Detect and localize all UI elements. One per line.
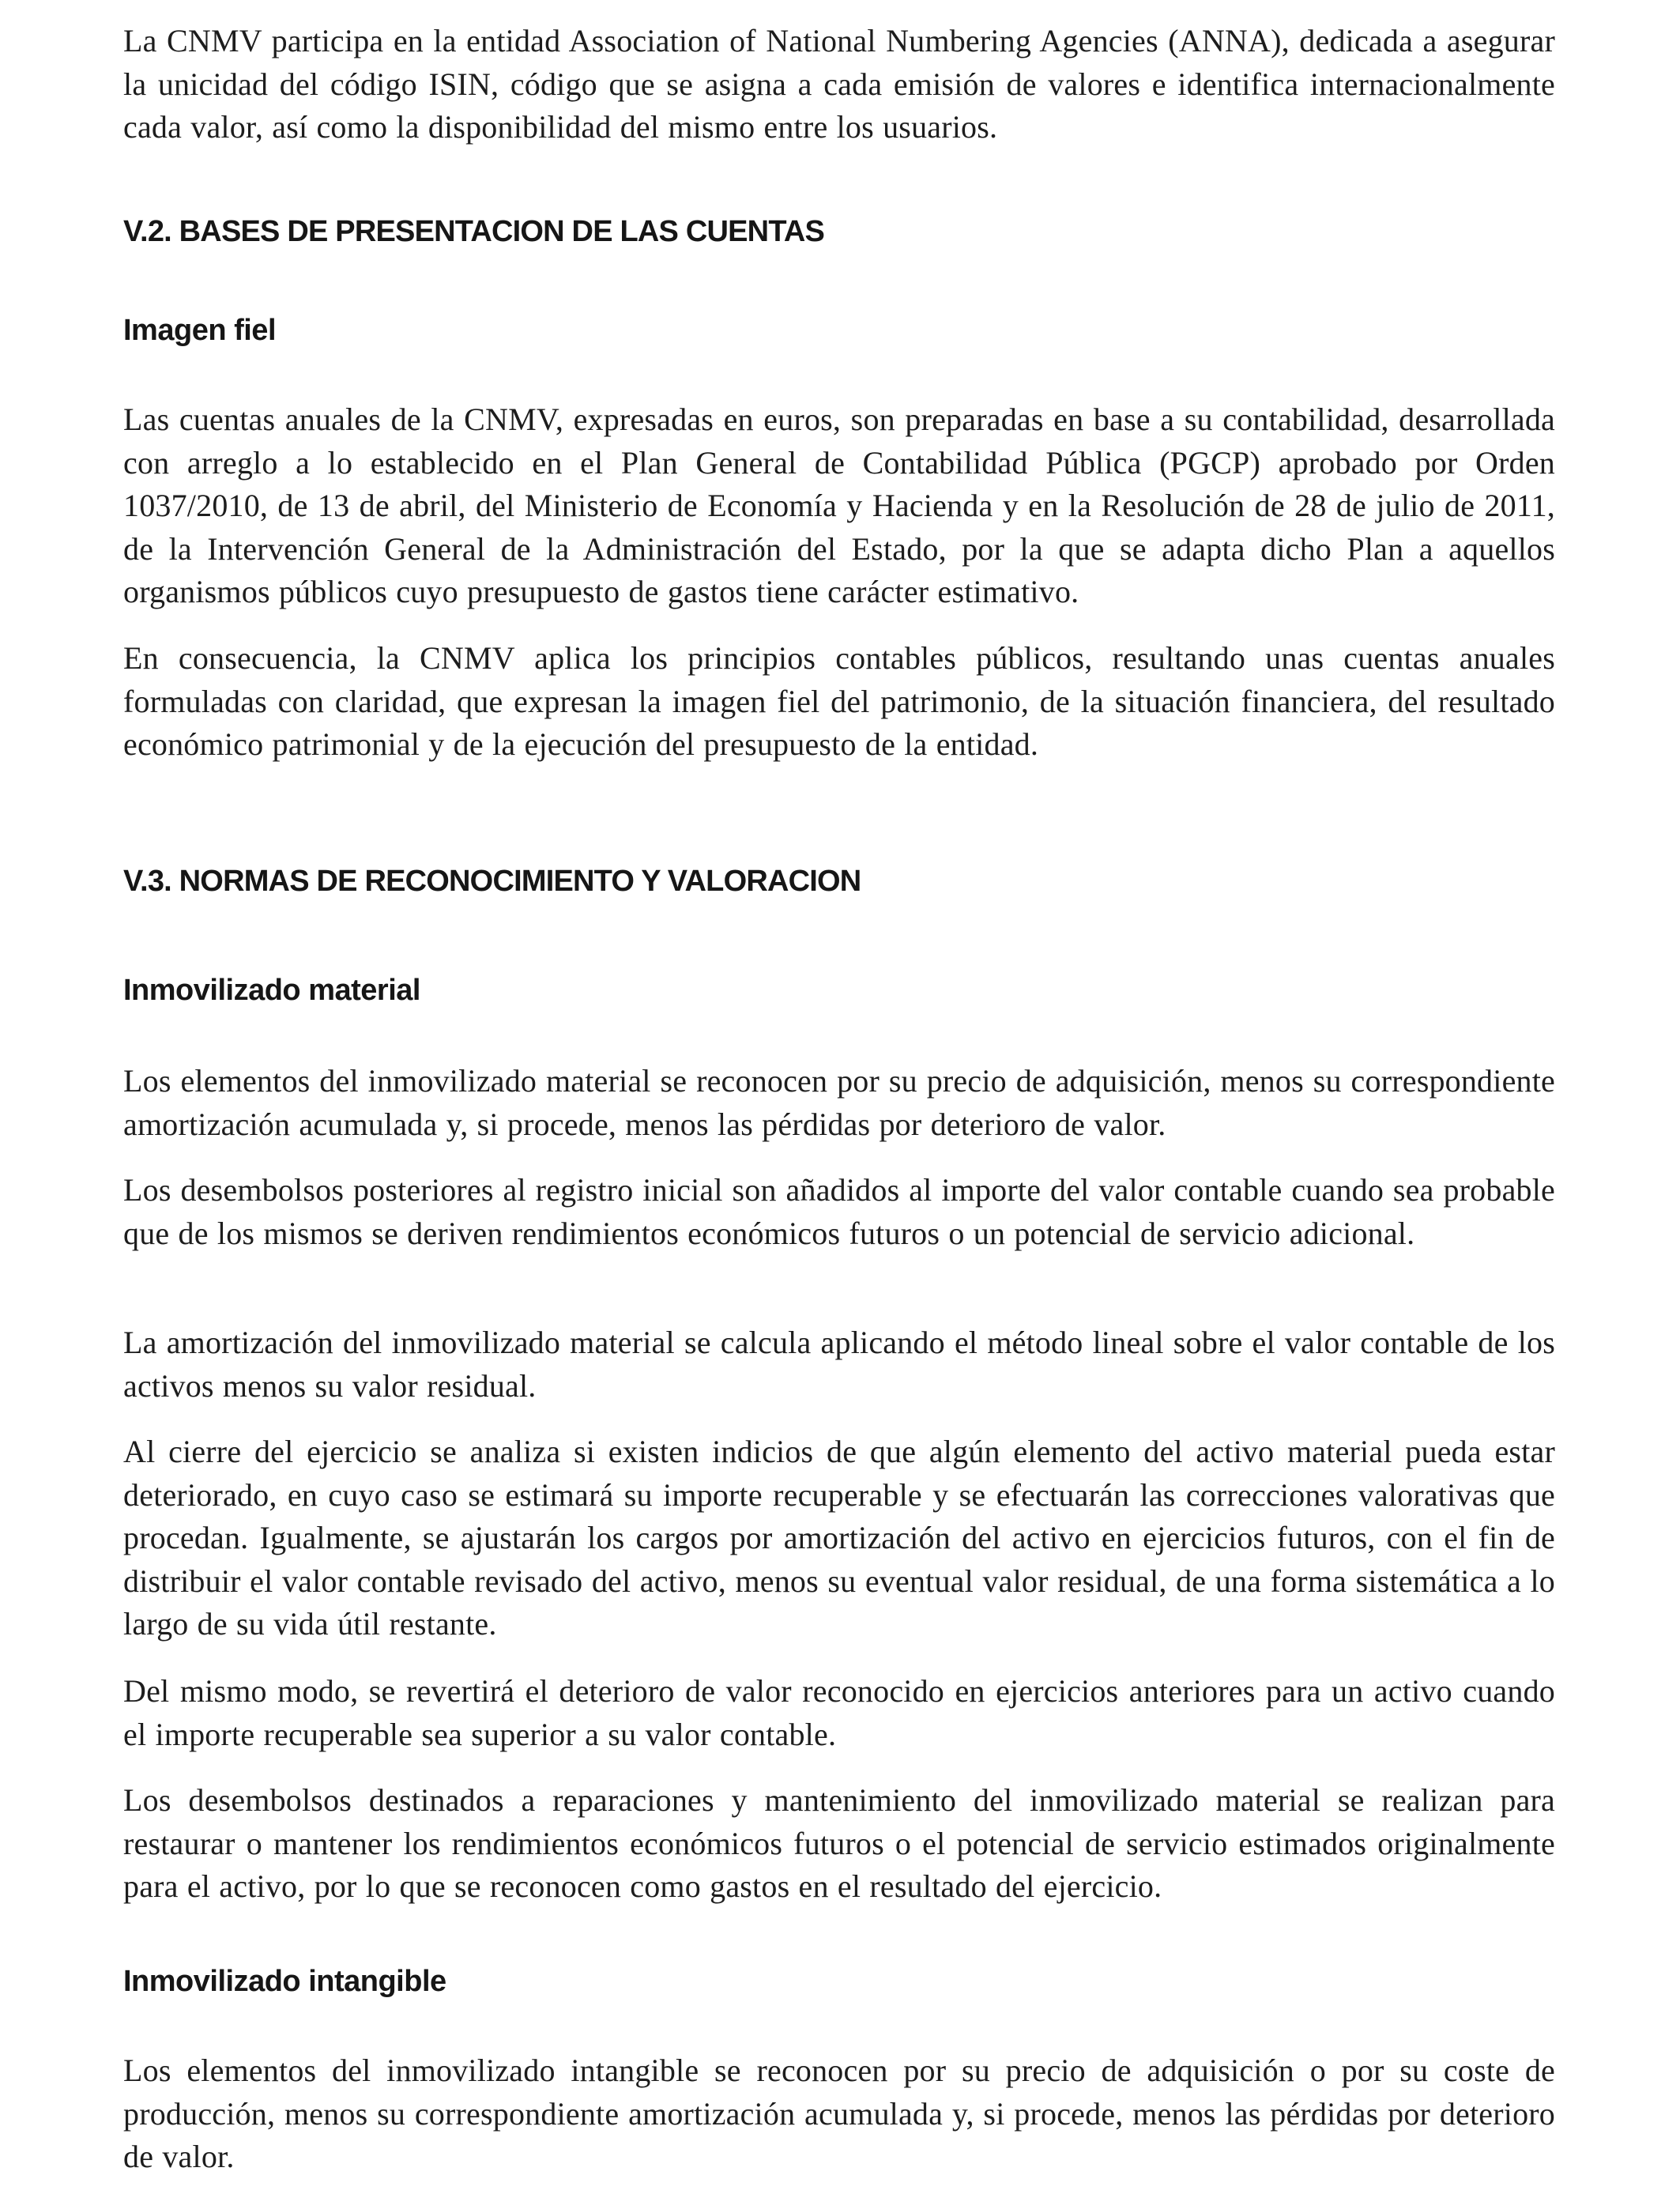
document-page [123,0,1555,2194]
paragraph-cuentas-anuales: Las cuentas anuales de la CNMV, expresadas en euros, son preparadas en base a su contabilidad, desarrollada con arreglo a lo establecido en el Plan General de Contabilidad Pública (PGCP) aprobado por Orden 1037/2010, de 13 de abril, del Ministerio de Economía y Hacienda y en la Resolución de 28 de julio de 2011, de la Intervención General de la Administración del Estado, por la que se adapta dicho Plan a aquellos organismos públicos cuyo presupuesto de gastos tiene carácter estimativo. [123,401,1555,609]
paragraph-material-deterioro: Al cierre del ejercicio se analiza si existen indicios de que algún elemento del activo material pueda estar deteriorado, en cuyo caso se estimará su importe recuperable y se efectuarán las correcciones valorativas que procedan. Igualmente, se ajustarán los cargos por amortización del activo en ejercicios futuros, con el fin de distribuir el valor contable revisado del activo, menos su eventual valor residual, de una forma sistemática a lo largo de su vida útil restante. [123,1434,1555,1642]
paragraph-material-reconocimiento: Los elementos del inmovilizado material se reconocen por su precio de adquisición, menos su correspondiente amortización acumulada y, si procede, menos las pérdidas por deterioro de valor. [123,1063,1555,1142]
subsection-heading-inmovilizado-intangible: Inmovilizado intangible [123,1965,446,1998]
paragraph-material-amortizacion: La amortización del inmovilizado material se calcula aplicando el método lineal sobre el valor contable de los activos menos su valor residual. [123,1325,1555,1404]
paragraph-material-reparaciones: Los desembolsos destinados a reparaciones y mantenimiento del inmovilizado material se realizan para restaurar o mantener los rendimientos económicos futuros o el potencial de servicio estimados originalmente para el activo, por lo que se reconocen como gastos en el resultado del ejercicio. [123,1782,1555,1904]
paragraph-material-reversion: Del mismo modo, se revertirá el deterioro de valor reconocido en ejercicios anteriores para un activo cuando el importe recuperable sea superior a su valor contable. [123,1673,1555,1752]
paragraph-material-desembolsos: Los desembolsos posteriores al registro inicial son añadidos al importe del valor contable cuando sea probable que de los mismos se deriven rendimientos económicos futuros o un potencial de servicio adicional. [123,1172,1555,1251]
section-heading-v2: V.2. BASES DE PRESENTACION DE LAS CUENTAS [123,215,825,248]
section-heading-v3: V.3. NORMAS DE RECONOCIMIENTO Y VALORACION [123,865,861,898]
subsection-heading-imagen-fiel: Imagen fiel [123,314,276,347]
paragraph-anna: La CNMV participa en la entidad Association of National Numbering Agencies (ANNA), dedicada a asegurar la unicidad del código ISIN, código que se asigna a cada emisión de valores e identifica internacionalmente cada valor, así como la disponibilidad del mismo entre los usuarios. [123,23,1555,145]
subsection-heading-inmovilizado-material: Inmovilizado material [123,974,420,1007]
paragraph-intangible-reconocimiento: Los elementos del inmovilizado intangible se reconocen por su precio de adquisición o por su coste de producción, menos su correspondiente amortización acumulada y, si procede, menos las pérdidas por deterioro de valor. [123,2053,1555,2174]
paragraph-consecuencia: En consecuencia, la CNMV aplica los principios contables públicos, resultando unas cuentas anuales formuladas con claridad, que expresan la imagen fiel del patrimonio, de la situación financiera, del resultado económico patrimonial y de la ejecución del presupuesto de la entidad. [123,640,1555,762]
